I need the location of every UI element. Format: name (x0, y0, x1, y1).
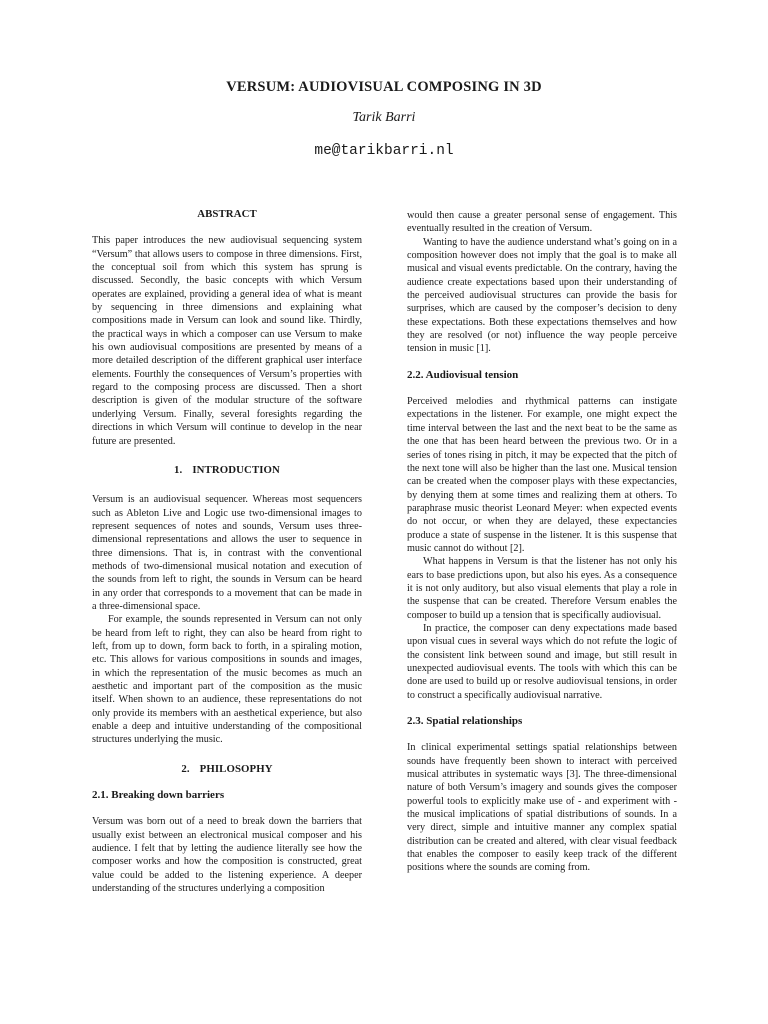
section-number: 1. (174, 463, 183, 476)
barriers-paragraph-1-continued: would then cause a greater personal sense of engagement. This eventually resulted in the creation of Versum. (407, 210, 677, 235)
barriers-paragraph-2: Wanting to have the audience understand what’s going on in a composition however does not imply that the goal is to make all musical and visual events predictable. On the contrary, having the audience create expectations based upon their understanding of the perceived audiovisual structures can provide the basis for surprises, which are caused by the composer’s decision to deny these expectations. Both these expectations themselves and how they are resolved (or not) influence the way people perceive tension in music [1]. (407, 236, 677, 355)
section-heading-introduction (92, 464, 362, 477)
section-heading-philosophy (92, 763, 362, 776)
intro-paragraph-1: Versum is an audiovisual sequencer. Whereas most sequencers such as Ableton Live and Logic use two-dimensional images to represent sequences of notes and sounds, Versum uses three-dimensional representations and allows the user to sequence in three dimensions. That is, in contrast with the conventional methods of two-dimensional musical notation and execution of the sounds from left to right, the sounds in Versum can be heard in any order that corresponds to a movement that can be made in a three-dimensional space. (92, 494, 362, 612)
right-column (407, 209, 677, 875)
intro-paragraph-2: For example, the sounds represented in Versum can not only be heard from left to right, they can also be heard from right to left, from up to down, form back to forth, in a spiraling motion, etc. This allows for various compositions in sounds and images, in which the representation of the music becomes as much an aesthetic and important part of the composition as the music itself. When shown to an audience, these representations do not only provide its members with an aesthetical experience, but also enable a deep and intuitive understanding of the compositional structures underlying the music. (92, 614, 362, 746)
barriers-paragraph-1: Versum was born out of a need to break down the barriers that usually exist between an electronical musical composer and his audience. I felt that by letting the audience literally see how the composer works and how the composition is constructed, great value could be added to the listening experience. A deeper understanding of the structures underlying a composition (92, 816, 362, 895)
left-column (92, 208, 362, 895)
tension-paragraph-1: Perceived melodies and rhythmical patterns can instigate expectations in the listener. For example, one might expect the time interval between the last and the next beat to be the same as the one that has been heard between the previous two. Or in a series of tones rising in pitch, it may be expected that the pitch of the next tone will also be higher than the last one. Musical tension can be created when the composer plays with these expectancies, by denying them at some times and realizing them at others. To paraphrase music theorist Leonard Meyer: when expected events do not occur, or when they are delayed, these expectancies produce a state of suspense in the listener. It is this suspense that music cannot do without [2]. (407, 396, 677, 554)
subsection-heading-audiovisual-tension: 2.2. Audiovisual tension (407, 368, 519, 381)
section-number: 2. (181, 762, 190, 775)
section-title: INTRODUCTION (192, 463, 280, 476)
paper-title: VERSUM: AUDIOVISUAL COMPOSING IN 3D (226, 79, 542, 95)
author-email: me@tarikbarri.nl (314, 143, 454, 159)
subsection-heading-spatial-relationships: 2.3. Spatial relationships (407, 715, 523, 728)
subsection-heading-barriers: 2.1. Breaking down barriers (92, 789, 225, 802)
section-title: PHILOSOPHY (199, 762, 273, 775)
abstract-text: This paper introduces the new audiovisual sequencing system “Versum” that allows users to compose in three dimensions. First, the conceptual soil from which this system has sprung is discussed. Secondly, the basic concepts with which Versum operates are explained, providing a general idea of what is meant by sequencing in three dimensions and explaining what compositions made in Versum can look and sound like. Thirdly, the practical ways in which a composer can use Versum to make his own audiovisual compositions are presented by means of a more detailed description of the different graphical user interface elements. Fourthly the consequences of Versum’s properties with regard to the composing process are discussed. Then a short description is given of the modular structure of the software underlying Versum. Finally, several foresights regarding the directions in which Versum will continue to develop in the near future are presented. (92, 235, 362, 447)
tension-paragraph-2: What happens in Versum is that the listener has not only his ears to base predictions upon, but also his eyes. As a consequence it is not only auditory, but also visual elements that play a role in the suspense that can be created. Therefore Versum enables the composer to build up a tension that is specifically audiovisual. (407, 556, 677, 621)
author-name: Tarik Barri (352, 110, 416, 125)
tension-paragraph-3: In practice, the composer can deny expectations made based upon visual cues in several ways which do not refute the logic of the consistent link between sound and image, but still result in unexpected audiovisual events. The tools with which this can be done are used to build up or resolve audiovisual tensions, in order to construct a specifically audiovisual narrative. (407, 622, 677, 701)
abstract-heading: ABSTRACT (197, 208, 257, 220)
spatial-paragraph-1: In clinical experimental settings spatial relationships between sounds have frequently been shown to interact with perceived musical attributes in systematic ways [3]. The three-dimensional nature of both Versum’s imagery and sounds gives the composer powerful tools to explicitly make use of - and experiment with - the musical implications of spatial distributions of sounds. In a very direct, simple and intuitive manner any complex spatial distribution can be created and altered, with clear visual feedback that enables the composer to easily keep track of the different positions where the sounds are coming from. (407, 742, 677, 874)
